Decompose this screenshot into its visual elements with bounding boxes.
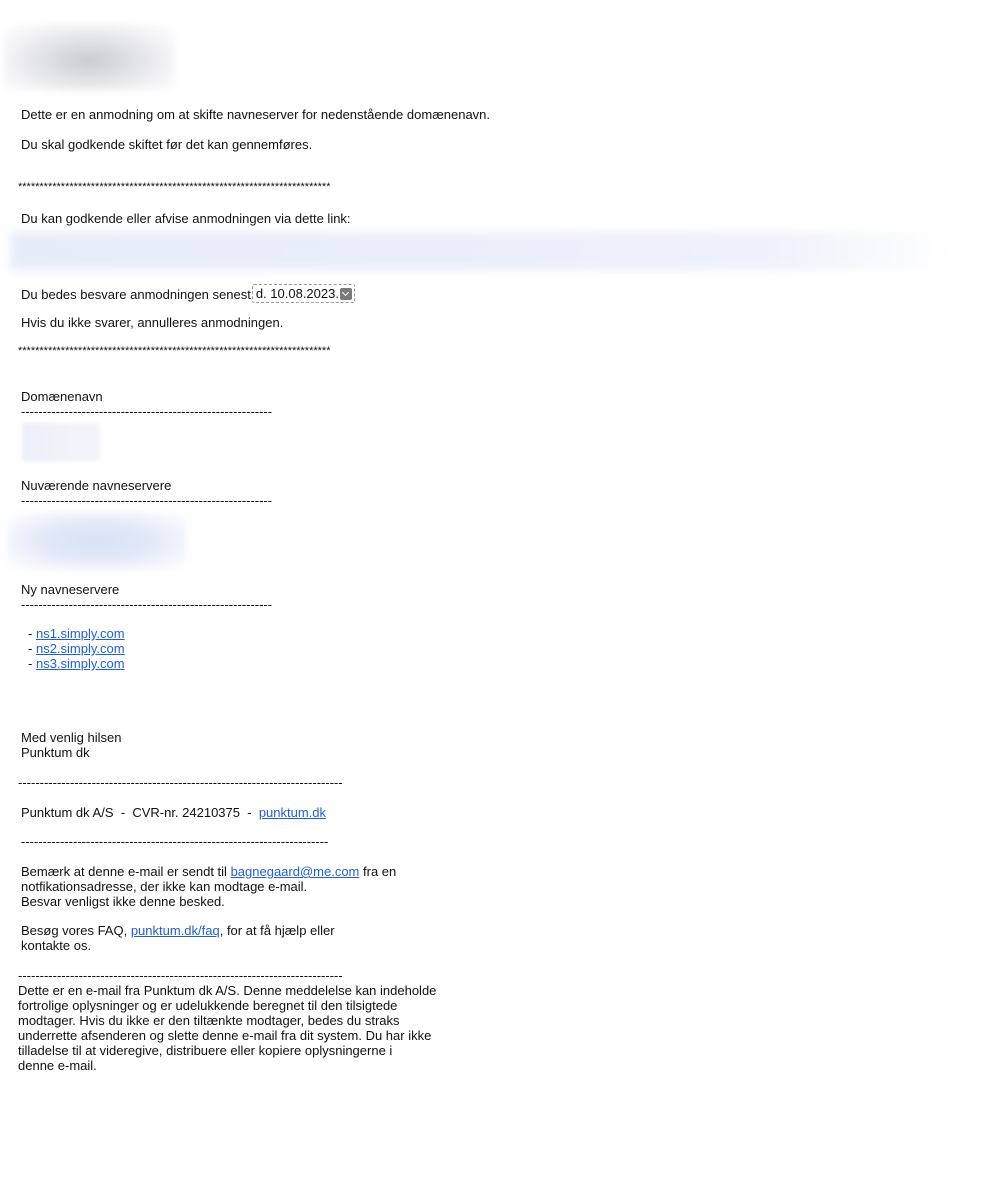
- current-ns-label: Nuværende navneservere: [21, 478, 172, 493]
- new-ns-label: Ny navneservere: [21, 582, 120, 597]
- domain-label: Domænenavn: [21, 389, 103, 404]
- company-cvr: CVR-nr. 24210375: [132, 805, 240, 820]
- ns2-link[interactable]: ns2.simply.com: [35, 641, 125, 656]
- list-item: [28, 656, 125, 671]
- list-item: [28, 641, 125, 656]
- footer-divider-2: -----------------------------------------------------------------------: [21, 834, 329, 849]
- company-name: Punktum dk A/S: [21, 805, 114, 820]
- notice-line-2: notfikationsadresse, der ikke kan modtage e-mail.: [21, 879, 308, 894]
- stars-divider-bottom: *************************************************************************: [18, 345, 331, 357]
- disclaimer-line: tilladelse til at videregive, distribuere eller kopiere oplysningerne i: [18, 1043, 393, 1058]
- list-bullet: -: [28, 626, 33, 641]
- blurred-logo: [4, 24, 174, 90]
- disclaimer-line: fortrolige oplysninger og er udelukkende beregnet til den tilsigtede: [18, 998, 398, 1013]
- disclaimer-line: underrette afsenderen og slette denne e-mail fra dit system. Du har ikke: [18, 1028, 432, 1043]
- stars-divider-top: *************************************************************************: [18, 181, 331, 193]
- intro-line-2: Du skal godkende skiftet før det kan gennemføres.: [21, 137, 313, 152]
- ns3-link[interactable]: ns3.simply.com: [35, 656, 125, 671]
- cancel-text: Hvis du ikke svarer, annulleres anmodningen.: [21, 315, 284, 330]
- domain-dashes: ----------------------------------------------------------: [21, 404, 273, 419]
- deadline-date-field[interactable]: [252, 284, 355, 303]
- faq-line-1: [21, 923, 335, 938]
- faq-text: Besøg vores FAQ,: [21, 923, 128, 938]
- deadline-date: d. 10.08.2023.: [255, 286, 339, 301]
- blurred-approval-link[interactable]: [10, 232, 950, 270]
- list-bullet: -: [28, 641, 33, 656]
- company-line: [21, 805, 326, 820]
- blurred-domain-name: [22, 423, 100, 461]
- separator: -: [120, 805, 126, 820]
- current-ns-dashes: ----------------------------------------------------------: [21, 493, 273, 508]
- disclaimer-line: Dette er en e-mail fra Punktum dk A/S. Denne meddelelse kan indeholde: [18, 983, 437, 998]
- separator: -: [247, 805, 252, 820]
- signature-sender: Punktum dk: [21, 745, 90, 760]
- notice-line-3: Besvar venligst ikke denne besked.: [21, 894, 225, 909]
- blurred-current-nameservers: [8, 512, 186, 570]
- signature-greeting: Med venlig hilsen: [21, 730, 122, 745]
- footer-divider-1: ---------------------------------------------------------------------------: [18, 775, 343, 790]
- notice-text: Bemærk at denne e-mail er sendt til: [21, 864, 227, 879]
- footer-divider-3: ---------------------------------------------------------------------------: [18, 968, 343, 983]
- deadline-line: [21, 285, 355, 304]
- disclaimer-line: modtager. Hvis du ikke er den tiltænkte modtager, bedes du straks: [18, 1013, 400, 1028]
- intro-line-1: Dette er en anmodning om at skifte navneserver for nedenstående domænenavn.: [21, 107, 491, 122]
- company-site-link[interactable]: punktum.dk: [258, 805, 327, 820]
- faq-link[interactable]: punktum.dk/faq: [130, 923, 220, 938]
- list-bullet: -: [28, 656, 33, 671]
- deadline-prefix: Du bedes besvare anmodningen senest: [21, 287, 251, 302]
- list-item: [28, 626, 125, 641]
- faq-text: , for at få hjælp eller: [219, 923, 335, 938]
- recipient-email-link[interactable]: bagnegaard@me.com: [230, 864, 360, 879]
- new-ns-dashes: ----------------------------------------------------------: [21, 597, 273, 612]
- chevron-down-icon[interactable]: [340, 288, 352, 300]
- disclaimer-line: denne e-mail.: [18, 1058, 97, 1073]
- notice-line-1: [21, 864, 396, 879]
- faq-line-2: kontakte os.: [21, 938, 92, 953]
- ns1-link[interactable]: ns1.simply.com: [35, 626, 125, 641]
- approve-text: Du kan godkende eller afvise anmodningen via dette link:: [21, 211, 351, 226]
- notice-text: fra en: [363, 864, 397, 879]
